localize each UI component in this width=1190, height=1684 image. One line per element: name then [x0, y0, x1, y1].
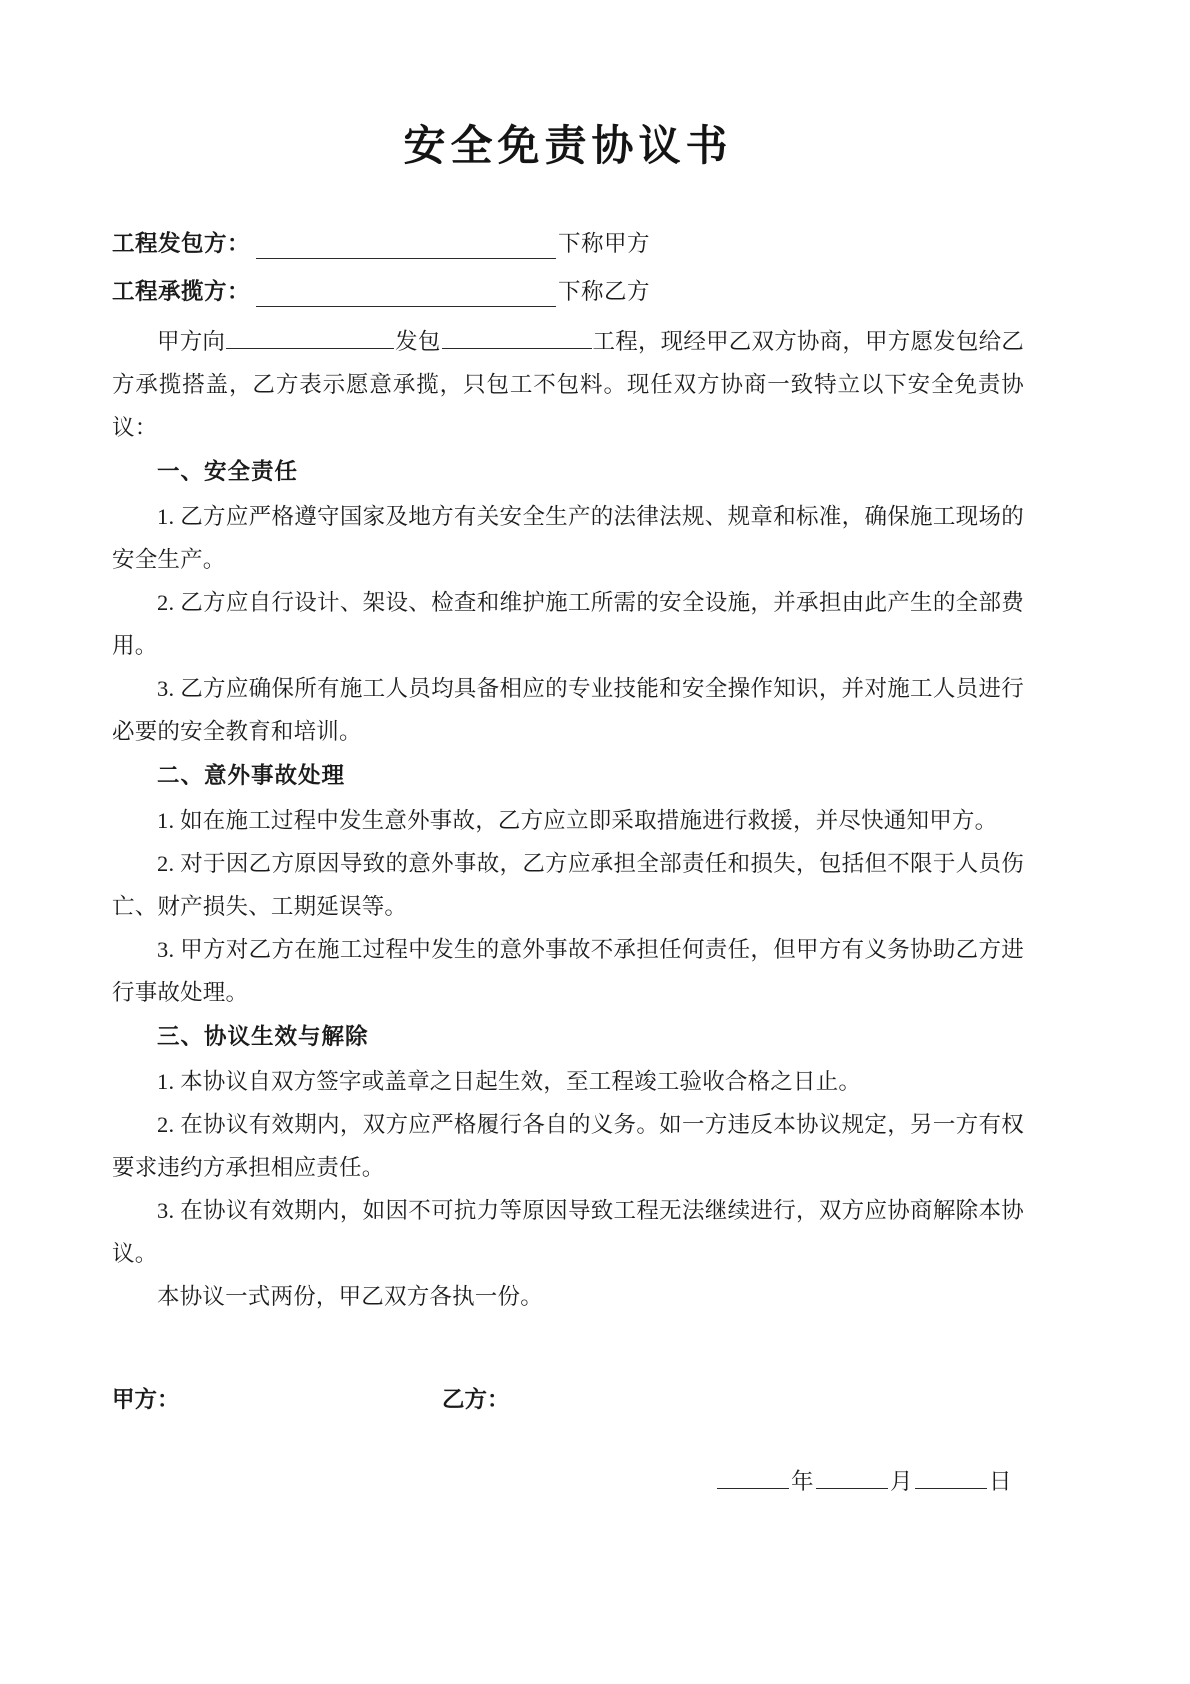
clause-3-1: 1. 本协议自双方签字或盖章之日起生效，至工程竣工验收合格之日止。 — [157, 1069, 862, 1095]
clause-1-1: 1. 乙方应严格遵守国家及地方有关安全生产的法律法规、规章和标准，确保施工现场的安全生产。 — [112, 504, 1024, 573]
page-title: 安全免责协议书 — [403, 124, 733, 170]
clause-1-2: 2. 乙方应自行设计、架设、检查和维护施工所需的安全设施，并承担由此产生的全部费用。 — [112, 590, 1024, 659]
section-heading-2: 二、意外事故处理 — [157, 763, 346, 789]
clause-3-3: 3. 在协议有效期内，如因不可抗力等原因导致工程无法继续进行，双方应协商解除本协议。 — [112, 1198, 1024, 1267]
signature-party-b-label: 乙方： — [442, 1387, 510, 1413]
clause-3-2: 2. 在协议有效期内，双方应严格履行各自的义务。如一方违反本协议规定，另一方有权要求违约方承担相应责任。 — [112, 1112, 1024, 1181]
date-year-input[interactable] — [717, 1468, 789, 1489]
employer-label: 工程发包方： — [112, 231, 251, 257]
project-name-input[interactable] — [442, 328, 592, 349]
clause-2-3: 3. 甲方对乙方在施工过程中发生的意外事故不承担任何责任，但甲方有义务协助乙方进行事故处理。 — [112, 937, 1024, 1006]
contractor-label: 工程承揽方： — [112, 279, 251, 305]
intro-mid: 发包 — [395, 329, 441, 355]
party-row-contractor — [112, 272, 1024, 312]
date-month-unit: 月 — [889, 1469, 913, 1495]
project-source-input[interactable] — [226, 328, 394, 349]
signature-party-a — [112, 1380, 442, 1420]
date-day-unit: 日 — [988, 1469, 1012, 1495]
contractor-name-input[interactable] — [256, 278, 556, 307]
intro-paragraph — [112, 320, 1024, 449]
intro-lead: 甲方向 — [157, 329, 226, 355]
section-heading-1: 一、安全责任 — [157, 459, 299, 485]
party-fields — [112, 224, 1024, 312]
signature-party-a-label: 甲方： — [112, 1387, 180, 1413]
closing-paragraph: 本协议一式两份，甲乙双方各执一份。 — [157, 1284, 543, 1310]
clause-2-2: 2. 对于因乙方原因导致的意外事故，乙方应承担全部责任和损失，包括但不限于人员伤亡、财产损失、工期延误等。 — [112, 851, 1024, 920]
employer-name-input[interactable] — [256, 230, 556, 259]
section-heading-3: 三、协议生效与解除 — [157, 1024, 369, 1050]
signature-area — [112, 1380, 1024, 1420]
party-row-employer — [112, 224, 1024, 264]
signature-date-line — [112, 1462, 1024, 1502]
intro-tail: 工程，现经甲乙双方协商，甲方愿发包给乙方承揽搭盖，乙方表示愿意承揽，只包工不包料。现任双方协商一致特立以下安全免责协议： — [112, 329, 1024, 441]
employer-suffix: 下称甲方 — [558, 231, 651, 257]
clause-2-1: 1. 如在施工过程中发生意外事故，乙方应立即采取措施进行救援，并尽快通知甲方。 — [157, 808, 998, 834]
document-content — [112, 0, 1024, 1502]
signature-party-b — [442, 1380, 842, 1420]
date-day-input[interactable] — [915, 1468, 987, 1489]
clause-1-3: 3. 乙方应确保所有施工人员均具备相应的专业技能和安全操作知识，并对施工人员进行必要的安全教育和培训。 — [112, 676, 1024, 745]
date-year-unit: 年 — [790, 1469, 814, 1495]
contractor-suffix: 下称乙方 — [558, 279, 651, 305]
date-month-input[interactable] — [816, 1468, 888, 1489]
